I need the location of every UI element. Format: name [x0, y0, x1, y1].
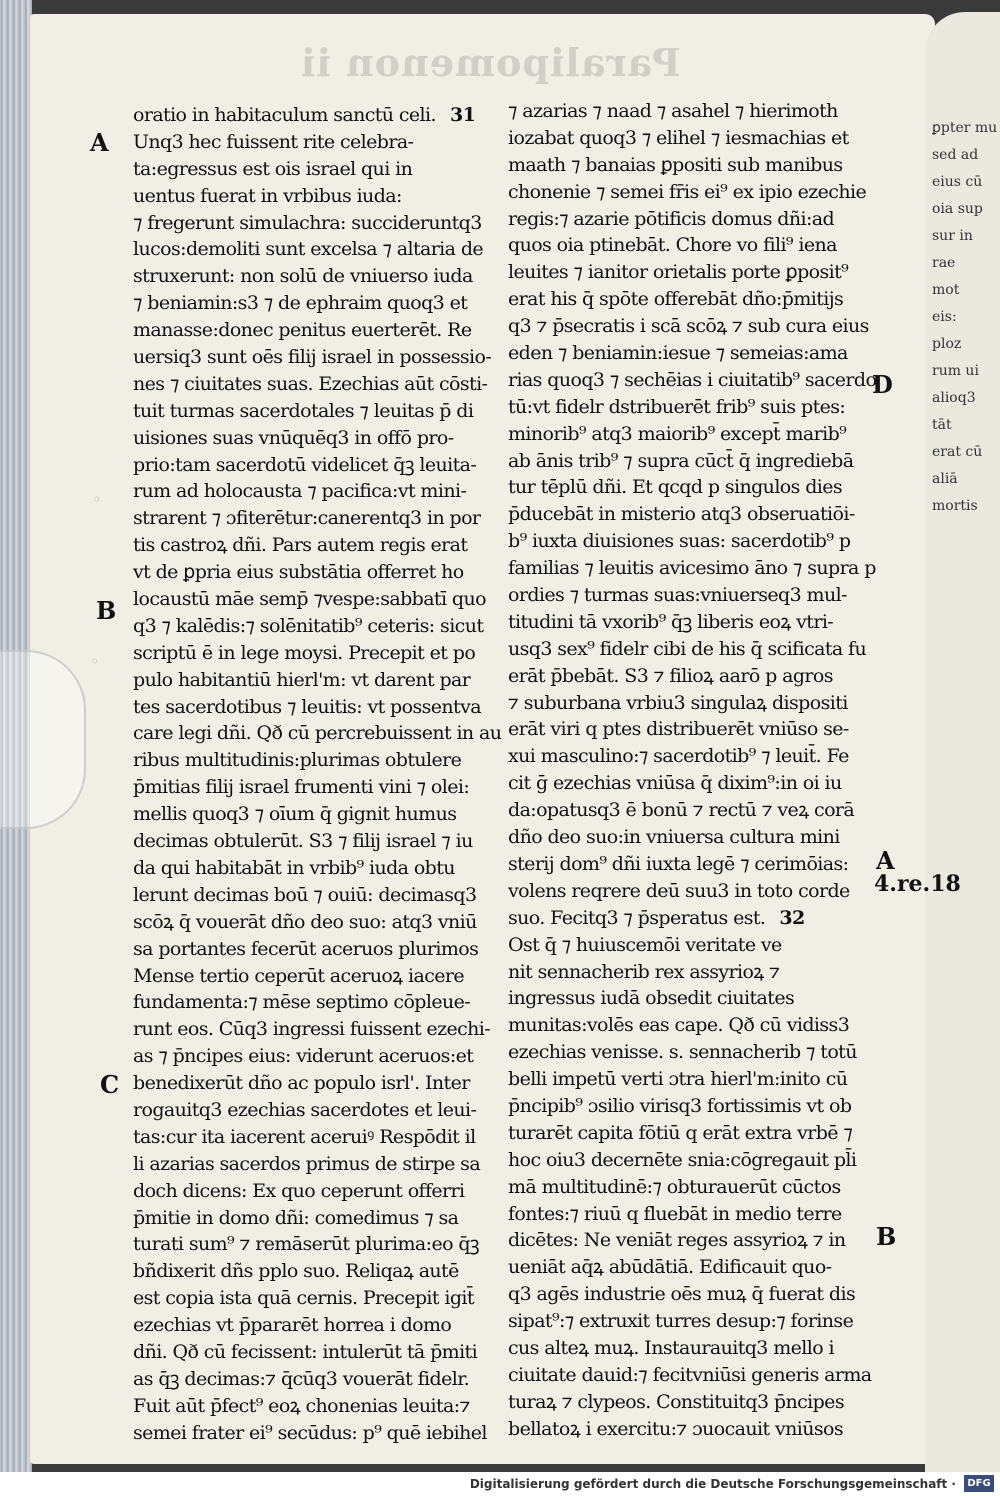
text-line-content: bellatoꝝ i exercitu:⁊ ɔuocauit vniūsos	[508, 1417, 843, 1440]
text-line-content: Unq3 hec fuissent rite celebra-	[133, 130, 414, 153]
text-line-content: eden ⁊ beniamin:iesue ⁊ semeias:ama	[508, 342, 848, 365]
text-line-content: minorib⁹ atq3 maiorib⁹ except̄ marib⁹	[508, 422, 847, 445]
text-line	[508, 340, 860, 367]
text-line-content: regis:⁊ azarie pōtificis domus dñi:ad	[508, 207, 835, 230]
text-line	[508, 394, 860, 421]
text-line-content: strarent ⁊ ɔfiterētur:canerentq3 in por	[133, 507, 481, 530]
text-line-content: benedixerūt dño ac populo isrl'. Inter	[133, 1072, 470, 1095]
text-line-content: q3 ⁊ p̄secratis i scā scōꝝ ⁊ sub cura eius	[508, 315, 869, 338]
text-line	[508, 1254, 860, 1281]
text-line	[133, 882, 485, 909]
dfg-logo: DFG	[964, 1475, 994, 1492]
text-line-content: da:opatusq3 ē bonū ⁊ rectū ⁊ veꝝ corā	[508, 799, 855, 822]
right-page-text	[932, 120, 1000, 525]
right-page-line: mortis	[932, 498, 978, 514]
text-line-content: ta:egressus est ois israel qui in	[133, 157, 413, 180]
text-line	[133, 532, 485, 559]
text-line	[133, 344, 492, 371]
text-line-content: fontes:⁊ riuū q fluebāt in medio terre	[508, 1202, 842, 1225]
text-line-content: uisiones suas vnūquēq3 in offō pro-	[133, 426, 454, 449]
section-marker-a: A	[90, 128, 109, 157]
text-line	[508, 582, 860, 609]
text-line-content: scōꝝ q̄ vouerāt dño deo suo: atq3 vniū	[133, 910, 477, 933]
text-line	[133, 855, 485, 882]
text-line	[508, 716, 860, 743]
text-line	[133, 667, 485, 694]
faint-bleed-mark: ◦	[92, 490, 102, 509]
text-line	[133, 129, 485, 156]
text-line-content: oratio in habitaculum sanctū celi.	[133, 104, 436, 126]
right-page-line: tāt	[932, 417, 952, 433]
text-line	[133, 1070, 485, 1097]
text-line	[508, 743, 860, 770]
text-line-content: prio:tam sacerdotū videlicet q̄ꝫ leuita-	[133, 453, 477, 476]
text-line-content: xui masculino:⁊ sacerdotib⁹ ⁊ leuit̄. Fe	[508, 745, 849, 768]
text-line-content: as q̄ꝫ decimas:⁊ q̄cūq3 vouerāt fidelr.	[133, 1367, 470, 1390]
text-line	[508, 179, 867, 206]
text-line	[508, 232, 860, 259]
text-line	[133, 1420, 485, 1447]
text-line	[508, 985, 860, 1012]
text-line-content: manasse:donec penitus euerterēt. Re	[133, 319, 472, 342]
text-line-content: iozabat quoq3 ⁊ elihel ⁊ iesmachias et	[508, 126, 849, 149]
text-line-content: doch dicens: Ex quo ceperunt offerri	[133, 1179, 465, 1202]
text-line-content: Ost q̄ ⁊ huiuscemōi veritate ve	[508, 933, 782, 956]
text-line	[133, 774, 485, 801]
text-line	[508, 1362, 872, 1389]
text-line-content: tū:vt fidelr dstribuerēt frib⁹ suis ptes:	[508, 395, 846, 418]
text-line-content: cit ḡ ezechias vniūsa q̄ dixim⁹:in oi iu	[508, 772, 842, 795]
text-line-content: rum ad holocausta ⁊ pacifica:vt mini-	[133, 480, 467, 503]
right-page-line: ꝑpter mu	[932, 120, 998, 136]
text-line	[133, 425, 485, 452]
text-line	[508, 1281, 860, 1308]
text-line	[133, 156, 485, 183]
text-line-content: lerunt decimas boū ⁊ ouiū: decimasq3	[133, 883, 477, 906]
text-line-content: mā multitudinē:⁊ obturauerūt cūctos	[508, 1175, 841, 1198]
text-line-content: scriptū ē in lege moysi. Precepit et po	[133, 641, 476, 664]
text-line-content: ⁊ fregerunt simulachra: succideruntq3	[133, 211, 482, 234]
text-line-content: ezechias vt p̄pararēt horrea i domo	[133, 1314, 452, 1337]
text-line	[133, 1097, 485, 1124]
text-line	[133, 1285, 485, 1312]
text-line-content: belli impetū verti ɔtra hierl'm:inito cū	[508, 1068, 848, 1091]
text-line	[133, 398, 485, 425]
text-line-content: as ⁊ p̄ncipes eius: viderunt aceruos:et	[133, 1045, 474, 1068]
text-line	[133, 586, 485, 613]
section-marker-b-right: B	[876, 1222, 897, 1251]
text-line-content: ezechias venisse. s. sennacherib ⁊ totū	[508, 1041, 857, 1064]
text-line	[133, 1043, 485, 1070]
text-line-content: turarēt capita fōtiū q erāt extra vrbē ⁊	[508, 1121, 853, 1144]
right-page-line: eius cū	[932, 174, 983, 190]
text-line	[508, 905, 860, 932]
text-line-content: nes ⁊ ciuitates suas. Ezechias aūt cōsti-	[133, 372, 488, 395]
faint-bleed-mark: ◦	[90, 652, 100, 671]
section-marker-c: C	[100, 1070, 120, 1099]
text-line-content: sterij dom⁹ dñi iuxta legē ⁊ cerimōias:	[508, 852, 849, 875]
text-line-content: chonenie ⁊ semei fr̄is ei⁹ ex ipio ezechie	[508, 180, 867, 203]
text-line	[133, 747, 485, 774]
text-line-content: tur tēplū dñi. Et qcqd p singulos dies	[508, 476, 843, 499]
text-line-content: care legi dñi. Qð cū percrebuissent in au	[133, 722, 502, 745]
text-line-content: tuit turmas sacerdotales ⁊ leuitas p̄ di	[133, 399, 474, 422]
text-line-content: dicētes: Ne veniāt reges assyrioꝝ ⁊ in	[508, 1229, 846, 1252]
text-line	[133, 1258, 485, 1285]
text-line	[133, 210, 485, 237]
chapter-number: 32	[779, 906, 805, 929]
text-line	[508, 770, 860, 797]
footer-credit: Digitalisierung gefördert durch die Deutsche Forschungsgemeinschaft ·	[469, 1477, 956, 1491]
right-page-line: eis:	[932, 309, 957, 325]
text-line	[508, 1147, 860, 1174]
text-line	[508, 851, 860, 878]
text-line-content: uersiq3 sunt oēs filij israel in possessio-	[133, 346, 492, 369]
text-line	[133, 640, 485, 667]
text-line-content: suo. Fecitq3 ⁊ p̄speratus est.	[508, 906, 766, 929]
text-line-content: tas:cur ita iacerent aceruiꝰ Respōdit il	[133, 1125, 476, 1148]
section-marker-d: D	[872, 370, 893, 399]
text-line-content: erāt viri q ptes distribuerēt vniūso se-	[508, 718, 849, 741]
text-line-content: bñdixerit dñs pplo suo. Reliqaꝝ autē	[133, 1260, 459, 1283]
text-line	[508, 663, 860, 690]
right-page-line: oia sup	[932, 201, 983, 217]
text-line-content: dño deo suo:in vniuersa cultura mini	[508, 826, 840, 849]
text-line	[133, 236, 485, 263]
text-line	[508, 1227, 860, 1254]
text-line-content: p̄ncipib⁹ ɔsilio virisq3 fortissimis vt ob	[508, 1094, 852, 1117]
text-line-content: vt de ꝑpria eius substātia offerret ho	[133, 561, 464, 584]
text-line-content: erat his q̄ spōte offerebāt dño:p̄mitijs	[508, 288, 844, 311]
text-line-content: decimas obtulerūt. S3 ⁊ filij israel ⁊ iu	[133, 830, 473, 853]
footer-bar	[0, 1472, 1000, 1496]
text-line-content: p̄mitias filij israel frumenti vini ⁊ olei:	[133, 776, 470, 799]
text-line-content: turaꝝ ⁊ clypeos. Constituitq3 p̄ncipes	[508, 1390, 844, 1413]
text-line	[508, 797, 860, 824]
text-line-content: ⁊ beniamin:s3 ⁊ de ephraim quoq3 et	[133, 292, 468, 315]
text-line-content: locaustū māe semp̄ ⁊vespe:sabbatī quo	[133, 588, 486, 611]
cross-reference: 4.re.18	[874, 871, 961, 897]
text-line	[133, 1205, 485, 1232]
text-line	[508, 98, 860, 125]
right-page-line: sed ad	[932, 147, 979, 163]
text-line	[508, 555, 876, 582]
text-line-content: maath ⁊ banaias ꝑpositi sub manibus	[508, 153, 843, 176]
text-line	[508, 1120, 860, 1147]
text-line-content: titudini tā vxorib⁹ q̄ꝫ liberis eoꝝ vtri-	[508, 610, 834, 633]
text-line	[133, 290, 485, 317]
text-line-content: ⁊ suburbana vrbiu3 singulaꝝ dispositi	[508, 691, 848, 714]
text-line-content: ingressus iudā obsedit ciuitates	[508, 987, 795, 1010]
text-line-content: rias quoq3 ⁊ sechēias i ciuitatib⁹ sacerdo	[508, 368, 877, 391]
text-line	[133, 963, 485, 990]
right-page-line: mot	[932, 282, 960, 298]
text-line	[133, 1016, 491, 1043]
text-line-content: Fuit aūt p̄fect⁹ eoꝝ chonenias leuita:⁊	[133, 1394, 470, 1417]
text-line	[133, 559, 485, 586]
text-line	[508, 1093, 860, 1120]
text-line-content: volens reqrere deū suu3 in toto corde	[508, 879, 850, 902]
text-line-content: mellis quoq3 ⁊ oīum q̄ gignit humus	[133, 803, 457, 826]
text-line	[508, 501, 860, 528]
right-page-line: aliā	[932, 471, 958, 487]
text-line-content: lucos:demoliti sunt excelsa ⁊ altaria de	[133, 238, 484, 261]
text-line-content: p̄ducebāt in misterio atq3 obseruatiōi-	[508, 503, 855, 526]
text-line	[133, 936, 485, 963]
text-line-content: usq3 sex⁹ fidelr cibi de his q̄ scificata fu	[508, 637, 867, 660]
text-line	[508, 878, 860, 905]
text-line	[508, 1335, 860, 1362]
text-line-content: dñi. Qð cū fecissent: intulerūt tā p̄miti	[133, 1340, 478, 1363]
text-line	[133, 1366, 485, 1393]
text-line	[508, 152, 860, 179]
text-line-content: nit sennacherib rex assyrioꝝ ⁊	[508, 960, 780, 983]
text-line-content: struxerunt: non solū de vniuerso iuda	[133, 265, 473, 288]
text-line-content: ordies ⁊ turmas suas:vniuerseq3 mul-	[508, 584, 847, 607]
text-line-content: semei frater ei⁹ secūdus: p⁹ quē iebihel	[133, 1421, 487, 1444]
text-line	[133, 828, 485, 855]
text-line-content: ribus multitudinis:plurimas obtulere	[133, 749, 462, 772]
text-line	[508, 528, 860, 555]
text-line	[133, 1124, 485, 1151]
text-line	[508, 1416, 860, 1443]
text-line-content: ab ānis trib⁹ ⁊ supra cūct̄ q̄ ingrediebā	[508, 449, 854, 472]
text-line	[133, 1178, 485, 1205]
text-line	[508, 932, 860, 959]
right-page-line: alioq3	[932, 390, 976, 406]
text-line-content: ueniāt aq̄ꝝ abūdātiā. Edificauit quo-	[508, 1256, 832, 1279]
text-line-content: pulo habitantiū hierl'm: vt darent par	[133, 668, 471, 691]
text-line	[133, 1231, 485, 1258]
text-line	[133, 478, 485, 505]
text-line	[508, 421, 860, 448]
text-line-content: fundamenta:⁊ mēse septimo cōpleue-	[133, 991, 471, 1014]
right-text-column	[508, 98, 877, 1443]
right-page-line: ploz	[932, 336, 962, 352]
text-line	[508, 125, 860, 152]
text-line	[508, 1308, 860, 1335]
text-line	[133, 909, 485, 936]
text-line-content: sipat⁹:⁊ extruxit turres desup:⁊ forinse	[508, 1310, 854, 1333]
text-line-content: familias ⁊ leuitis avicesimo āno ⁊ supra p	[508, 557, 876, 580]
text-line	[508, 448, 860, 475]
show-through-header: Paralipomenon ii	[300, 40, 681, 85]
text-line	[133, 371, 488, 398]
text-line	[133, 183, 485, 210]
text-line-content: rogauitq3 ezechias sacerdotes et leui-	[133, 1098, 477, 1121]
text-line-content: p̄mitie in domo dñi: comedimus ⁊ sa	[133, 1206, 459, 1229]
text-line-content: da qui habitabāt in vrbib⁹ iuda obtu	[133, 856, 455, 879]
text-line-content: q3 agēs industrie oēs muꝝ q̄ fuerat dis	[508, 1283, 856, 1306]
right-page-line: erat cū	[932, 444, 983, 460]
text-line	[508, 1066, 860, 1093]
text-line-content: Mense tertio ceperūt aceruoꝝ iacere	[133, 964, 465, 987]
text-line-content: erāt p̄bebāt. S3 ⁊ filioꝝ aarō p agros	[508, 664, 833, 687]
text-line-content: b⁹ iuxta diuisiones suas: sacerdotib⁹ p	[508, 530, 851, 553]
left-text-column	[133, 102, 502, 1447]
section-marker-a-right: A	[876, 846, 895, 875]
text-line-content: munitas:volēs eas cape. Qð cū vidiss3	[508, 1014, 850, 1037]
text-line-content: runt eos. Cūq3 ingressi fuissent ezechi-	[133, 1018, 491, 1041]
text-line	[508, 959, 860, 986]
section-marker-b: B	[96, 596, 117, 625]
text-line	[508, 609, 860, 636]
text-line	[133, 720, 502, 747]
text-line	[133, 613, 485, 640]
text-line	[508, 474, 860, 501]
text-line	[133, 452, 485, 479]
text-line	[133, 989, 485, 1016]
text-line	[508, 367, 877, 394]
text-line	[133, 263, 485, 290]
text-line-content: tis castroꝝ dñi. Pars autem regis erat	[133, 534, 468, 557]
text-line-content: hoc oiu3 decernēte snia:cōgregauit pl̄i	[508, 1148, 857, 1171]
text-line-content: est copia ista quā cernis. Precepit igit̄	[133, 1287, 474, 1310]
right-page-line: sur in	[932, 228, 973, 244]
text-line-content: leuites ⁊ ianitor orietalis porte ꝑposit⁹	[508, 261, 849, 284]
text-line-content: ciuitate dauid:⁊ fecitvniūsi generis arma	[508, 1363, 872, 1386]
text-line	[133, 1151, 485, 1178]
text-line-content: quos oia ptinebāt. Chore vo fili⁹ iena	[508, 234, 837, 257]
text-line	[508, 286, 860, 313]
text-line-content: ⁊ azarias ⁊ naad ⁊ asahel ⁊ hierimoth	[508, 100, 838, 122]
text-line	[133, 505, 485, 532]
text-line-content: cus alteꝝ muꝝ. Instaurauitq3 mello i	[508, 1336, 834, 1359]
text-line	[508, 1174, 860, 1201]
chapter-number: 31	[449, 104, 476, 126]
right-page-line: rum ui	[932, 363, 979, 379]
text-line	[508, 259, 860, 286]
page-clip	[0, 650, 86, 829]
text-line	[508, 1012, 860, 1039]
text-line	[133, 102, 485, 129]
text-line	[133, 1339, 485, 1366]
text-line	[133, 1312, 485, 1339]
right-page-line: rae	[932, 255, 956, 271]
text-line-content: uentus fuerat in vrbibus iuda:	[133, 184, 402, 207]
text-line-content: li azarias sacerdos primus de stirpe sa	[133, 1152, 481, 1175]
text-line	[508, 313, 869, 340]
text-line	[508, 636, 867, 663]
text-line	[508, 1389, 860, 1416]
text-line-content: q3 ⁊ kalēdis:⁊ solēnitatib⁹ ceteris: sicut	[133, 614, 484, 637]
text-line	[508, 1201, 860, 1228]
text-line	[508, 206, 860, 233]
text-line	[508, 1039, 860, 1066]
text-line	[133, 1393, 485, 1420]
text-line-content: tes sacerdotibus ⁊ leuitis: vt possentva	[133, 695, 481, 718]
text-line	[133, 801, 485, 828]
text-line	[508, 690, 860, 717]
text-line	[133, 694, 485, 721]
text-line	[133, 317, 485, 344]
text-line	[508, 824, 860, 851]
text-line-content: turati sum⁹ ⁊ remāserūt plurima:eo q̄ꝫ	[133, 1233, 480, 1256]
text-line-content: sa portantes fecerūt aceruos plurimos	[133, 937, 479, 960]
